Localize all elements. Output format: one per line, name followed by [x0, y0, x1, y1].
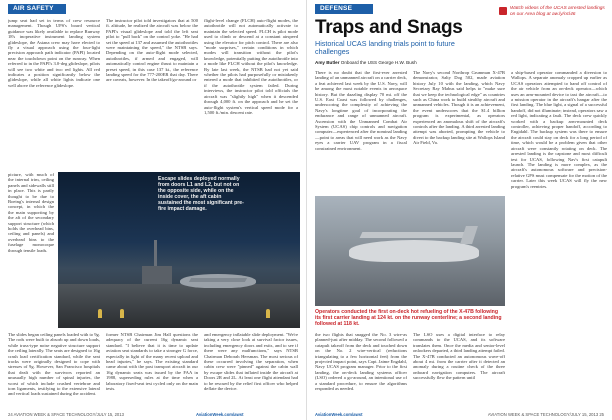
article-column: picture, with much of the internal trim, ceiling panels and sidewalls still in place. This is partly thought to be due to Boeing's internal design concept, in which the the main supporting by the aft of the secondary support structure (which holds the overhead bins, ceiling and panels) and overhead bins to the fuselage monocoque through tensile loads.: [8, 172, 54, 253]
x47b-photo: [315, 196, 505, 306]
article-column: The Navy's second Northrop Grumman X-47B demonstrator, Salty Dog 502, made aviation history July 10 with the landing, which Navy Secretary Ray Mabus said helps to "make sure that we keep the technological edge" as countries such as China work to build stealthy aircraft and unmanned vehicles. Though it is an achievement, the event underscores that the $1.4 billion program is experimental, as operators experienced an anomalous shift of the aircraft's controls after the landing. A third arrested landing attempt was aborted, prompting the vehicle to divert to the backup landing site at Wallops Island Air Field, Va.: [413, 70, 505, 146]
video-icon: [499, 7, 507, 15]
article-column: flight-level change (FLCH) auto-flight modes, the autothrottle will not automatically activate to maintain the selected speed. FLCH is pilot mode used to climb or descend at a constant airspeed using the elevator for pitch control. There are also "mode surprises," certain conditions in which modes will transition without the pilot's knowledge, potentially putting the autothrottle into a mode like FLCH without the pilot's knowledge. By late last week, the NTSB had not yet said whether the pilots had purposefully or mistakenly entered a mode that inhibited the autothrottles, or if the autothrottle system failed. During interviews, the instructor pilot told officials the aircraft was "slightly high" when it descended through 4,000 ft. on the approach and he set the auto-flight system's vertical speed mode for a 1,500 ft./min. descent rate.: [204, 18, 298, 115]
article-column: The LSO uses a digital interface to relay commands to the UCAS, and its software translates them. Once the media and senior-level onlookers departed, a third landing attempt failed. The X-47B conducted an autonomous wave-off about 4 mi. from the carrier after it detected an anomaly during a routine check of the three onboard navigation computers. The aircraft successfully flew the pattern until: [413, 332, 505, 381]
article-column: and emergency inflatable slide deployment. "We're taking a very close look at survival factor issues, including emergency doors and exits, and to see if there were any malfunctions," says NTSB Chairman Deborah Hersman. The most serious of these occurred involving the separation, when cabin crew were "pinned" against the cabin wall by escape slides that inflated inside the aircraft at Doors 2R and 2L. At least one flight attendant had to be rescued by the relief first officer who helped deflate the device.: [204, 332, 298, 392]
crew-figure: [120, 309, 124, 318]
section-label: AIR SAFETY: [8, 4, 66, 14]
crew-figure: [266, 309, 270, 318]
fuselage-section: [142, 266, 172, 284]
article-column: a ship-based operator commanded a diversion to Wallops. A separate anomaly cropped up earlier as UCAS operators attempted to hand off control of the air vehicle from an on-deck operator—which uses an arm-mounted device to taxi the aircraft—to a mission operator in the aircraft's hangar after the first landing. The blue light, a signal of a successful handoff, did not illuminate; instead, operators saw a red light, indicating a fault. The deck crew quickly worked with a backup arm-mounted deck controller, achieving proper handoff, according to Engidahl. The backup system was there to ensure the aircraft could stay on deck for a long period of time, which would be a problem given that other aircraft were constantly rotating on deck. The arrested landing is the capstone and most difficult test for UCAS, following Nav's first catapult launch. The landing is more complex, as the aircraft's autonomous software and precision-relative GPS must compensate for the motion of the carrier. Later this week UCAS will fly the new program's reentries.: [511, 70, 607, 189]
byline: [315, 60, 417, 65]
wing: [189, 278, 247, 282]
page-footer: 24 AVIATION WEEK & SPACE TECHNOLOGY/JULY 15, 2013: [8, 412, 124, 417]
article-column: The slides began ceiling panels loaded with to 9g. The rods were built to absorb up and down loads, while truss-type noise negative structure support the ceiling laterally. The seats are designed to 16g crash load certification standard, while the seat tracks were originally designed to cope with stresses of 9g. However, San Francisco hospitals that dealt with the survivors reported an unusually high number of spinal injuries, the worst of which include crushed vertebrae and torn ligaments, testifying to the extensive lateral and vertical loads sustained during the accident.: [8, 332, 100, 397]
article-deck: Historical UCAS landing trials point to future challenges: [315, 39, 455, 57]
photo-caption: Escape slides deployed normally from doors L1 and L2, but not on the opposite side, while on the inside cover, the aft cabin sustained the most significant pre-fire impact damage.: [158, 176, 244, 213]
byline-location: Onboard the USS George H.W. Bush: [339, 60, 417, 65]
footer-link[interactable]: AviationWeek.com/awst: [315, 412, 363, 417]
fuel-hose: [460, 226, 478, 244]
article-column: There is no doubt that the first-ever arrested landing of an unmanned aircraft on a carrier deck, a feat achieved last week by the U.S. Navy, will be among the most notable events in aerospace history. But the dazzling display 70 mi. off the U.S. East Coast was followed by challenges, underscoring the complexity of achieving the Navy's longtime goal of incorporating the endurance and range of unmanned aircraft. Ascension with the Unmanned Combat Air System (UCAS) chip controls and navigation computer—experienced after the nominal landing—point to areas that will need work as the Navy eyes a carrier UAV program in a fiscal constrained environment.: [315, 70, 407, 151]
crew-figure: [98, 309, 102, 318]
tail-section: [154, 240, 157, 266]
article-column: former NTSB Chairman Jim Hall questions the adequacy of the current 16g dynamic seat standard. "I believe that it is time to update aviation seat standards to take a stronger G force, especially in light of the many recent upload and head injuries," he says. The existing standard came about with the past transport aircraft in our 16g dynamic seats was issued by the FAA in 1988, superseding rules at the time when a laboratory fixed-seat test cycled only on the main tests.: [106, 332, 198, 392]
article-column: jump seat had set in terms of crew resource management. Though UPS's board vertical guidance was likely available to replace Runway 18's inoperative instrument landing system glideslope, the Asiana crew may have elected to fly a visual approach using the four-light precision approach path indicator (PAPI) located near the touchdown point on the runway. When referred to in the PAPI's 3.0-deg glideslope, pilots will see two white and two red lights. All red indicates a position significantly below the glideslope, while all white lights indicate one well above the reference glideslope.: [8, 18, 100, 88]
hangar-structure: [58, 284, 300, 328]
video-promo-text[interactable]: Watch videos of the UCAS arrested landings on our Area blog at aw.ly/ncl46: [510, 6, 605, 17]
footer-link[interactable]: AviationWeek.com/awst: [196, 412, 244, 417]
article-headline: Traps and Snags: [315, 17, 463, 38]
article-column: the two flights that snagged the No. 3 wire-as planned-just after midday. The second followed a catapult takeoff from the deck and touched down on the No. 2 wire-vertical (reductions triangulating to a few horizontal feet) from the projected impact point, says Capt. Jaime Engdahl, Navy UCAS program manager. Prior to the first landing, the on-deck landing systems officer (LSO) ordered a go-around, an intentional use of a standard procedure, to ensure the algorithms responded as needed.: [315, 332, 407, 392]
right-page: [306, 0, 612, 420]
photo-caption: Operators conducted the first on-deck hot refueling of the X-47B following its first carrier landing at 124 kt. on the runway centerline; a second landing followed at 118 kt.: [315, 309, 502, 328]
wing: [360, 232, 467, 238]
section-label: DEFENSE: [315, 4, 373, 14]
byline-author: Amy Butler: [315, 60, 340, 65]
video-promo[interactable]: [499, 5, 607, 65]
page-footer: AVIATION WEEK & SPACE TECHNOLOGY/JULY 15, 2013 25: [487, 412, 604, 417]
article-column: The instructor pilot told investigators that at 500 ft. altitude, he realized the aircraft was below the PAPI's visual glideslope and told the left seat pilot to "pull back" on the control yoke. "He had set the speed at 137 and assumed the autothrottles were maintaining the speed," the NTSB says. Depending on the auto-flight mode selected, autothrottles, if armed and engaged, will automatically control engine thrust to maintain a preset speed, in this case 137 kt., the reference landing speed for the 777-200ER that day. There are caveats, however. In the takeoff/go-around or: [106, 18, 198, 83]
